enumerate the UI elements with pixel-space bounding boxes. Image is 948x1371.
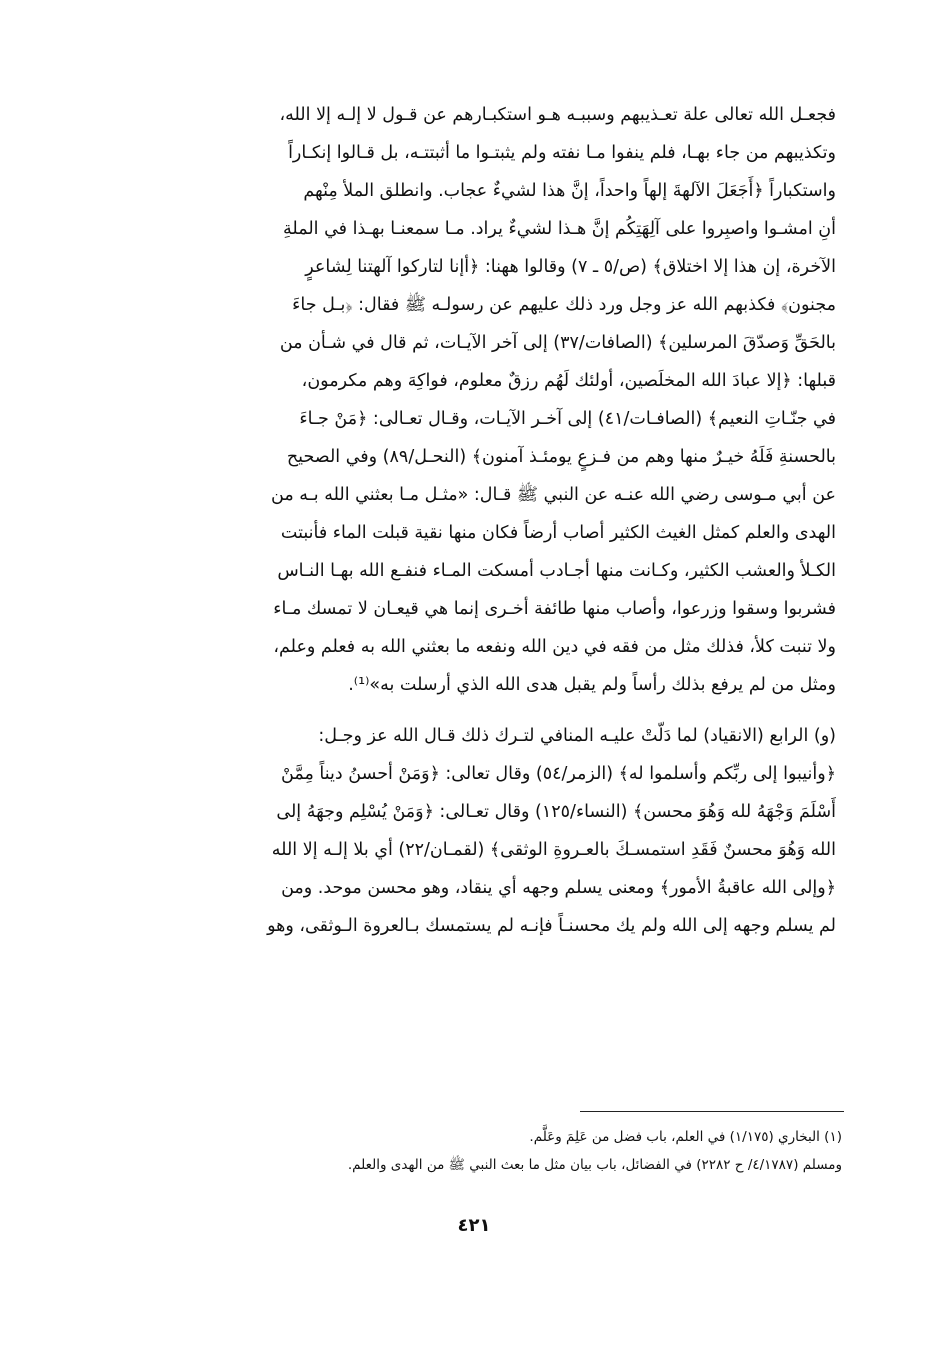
- page-number: ٤٢١: [457, 1215, 491, 1236]
- footnotes-block: [120, 1123, 842, 1179]
- text-line: في جنّـاتِ النعيم﴾ (الصافـات/٤١) إلى آخـر الآيـات، وقـال تعـالى: ﴿مَنْ جـاءَ: [299, 409, 836, 429]
- text-line: لم يسلم وجهه إلى الله ولم يك محسنـاً فإنـه لم يستمسك بـالعروة الـوثقى، وهو: [267, 916, 836, 936]
- text-line: بالحَقِّ وَصدّقَ المرسلين﴾ (الصافات/٣٧) إلى آخر الآيـات، ثم قال في شـأن من: [279, 333, 836, 353]
- text-line: فجعـل الله تعالى علة تعـذيبهم وسببـه هـو استكبـارهم عن قـول لا إلـه إلا الله،: [279, 105, 836, 125]
- text-line: ومثل من لم يرفع بذلك رأساً ولم يقبل هدى الله الذي أرسلت به»⁽¹⁾.: [348, 675, 836, 695]
- text-line: أنِ امشـوا واصبِروا على آلِهَتِكُم إنَّ هـذا لشيءٌ يراد. مـا سمعنـا بهـذا في الملةِ: [283, 219, 836, 239]
- text-line: قبلها: ﴿إلا عبادَ الله المخلَصين، أولئك لَهُم رزقٌ معلوم، فواكِهَ وهم مكرمون،: [301, 371, 836, 391]
- text-line: بالحسنةِ فَلَهُ خيـرٌ منها وهم من فـزعٍ يومئـذ آمنون﴾ (النحـل/٨٩) وفي الصحيح: [286, 447, 836, 467]
- text-line: الهدى والعلم كمثل الغيث الكثير أصاب أرضاً فكان منها نقية قبلت الماء فأنبتت: [280, 523, 836, 543]
- footnote-divider: [580, 1111, 844, 1112]
- text-line: عن أبي مـوسى رضي الله عنـه عن النبي ﷺ قـال: «مثـل مـا بعثني الله بـه من: [271, 485, 836, 505]
- text-line: فشربوا وسقوا وزرعوا، وأصاب منها طائفة أخـرى إنما هي قيعـان لا تمسك مـاء: [273, 599, 836, 619]
- text-line: ولا تنبت كلأ، فذلك مثل من فقه في دين الله ونفعه ما بعثني الله به فعلم وعلم،: [273, 637, 836, 657]
- footnote-line: (١) البخاري (١/١٧٥) في العلم، باب فضل من عَلِمَ وعَلَّم.: [529, 1129, 842, 1145]
- text-line: ﴿وإلى الله عاقبةُ الأمور﴾ ومعنى يسلم وجهه أي ينقاد، وهو محسن موحد. ومن: [281, 878, 836, 898]
- text-line: (و) الرابع (الانقياد) لما دَلّتْ عليـه المنافي لتـرك ذلك قـال الله عز وجـل:: [318, 726, 836, 746]
- text-line: الكـلأ والعشب الكثير، وكـانت منها أجـادب أمسكت المـاء فنفـع الله بهـا النـاس: [277, 561, 836, 581]
- text-line: الآخرة، إن هذا إلا اختلاق﴾ (ص/٥ ـ ٧) وقالوا ههنا: ﴿أإنا لتاركوا آلهتنا لِشاعرٍ: [305, 257, 836, 277]
- main-text-block: [120, 96, 836, 945]
- text-line: أَسْلَمَ وَجْهَهُ لله وَهُوَ محسن﴾ (النساء/١٢٥) وقال تعـالى: ﴿وَمَنْ يُسْلِم وجهَهُ إلى: [276, 802, 836, 822]
- footnote-line: ومسلم (٤/١٧٨٧/ ح ٢٢٨٢) في الفضائل، باب بيان مثل ما بعث النبي ﷺ من الهدى والعلم.: [347, 1157, 842, 1173]
- text-line: واستكباراً ﴿أَجَعَلَ الآلهةَ إلهاً واحداً، إنَّ هذا لشيءٌ عجاب. وانطلق الملأ مِنْهم: [303, 181, 836, 201]
- text-line: وتكذيبهم من جاء بهـا، فلم ينفوا مـا نفته ولم يثبتـوا ما أثبتتـه، بل قـالوا إنكـاراً: [288, 143, 836, 163]
- text-line: الله وَهُوَ محسنٌ فَقَدِ استمسـكَ بالعـروةِ الوثقى﴾ (لقمـان/٢٢) أي بلا إلـه إلا الله: [271, 840, 836, 860]
- text-line: مجنون﴾ فكذبهم الله عز وجل ورد ذلك عليهم عن رسولـه ﷺ فقال: ﴿بـل جاءَ: [292, 295, 836, 315]
- text-line: ﴿وأنيبوا إلى ربِّكم وأسلموا له﴾ (الزمر/٥٤) وقال تعالى: ﴿وَمَنْ أحسنُ ديناً مِمَّنْ: [281, 764, 836, 784]
